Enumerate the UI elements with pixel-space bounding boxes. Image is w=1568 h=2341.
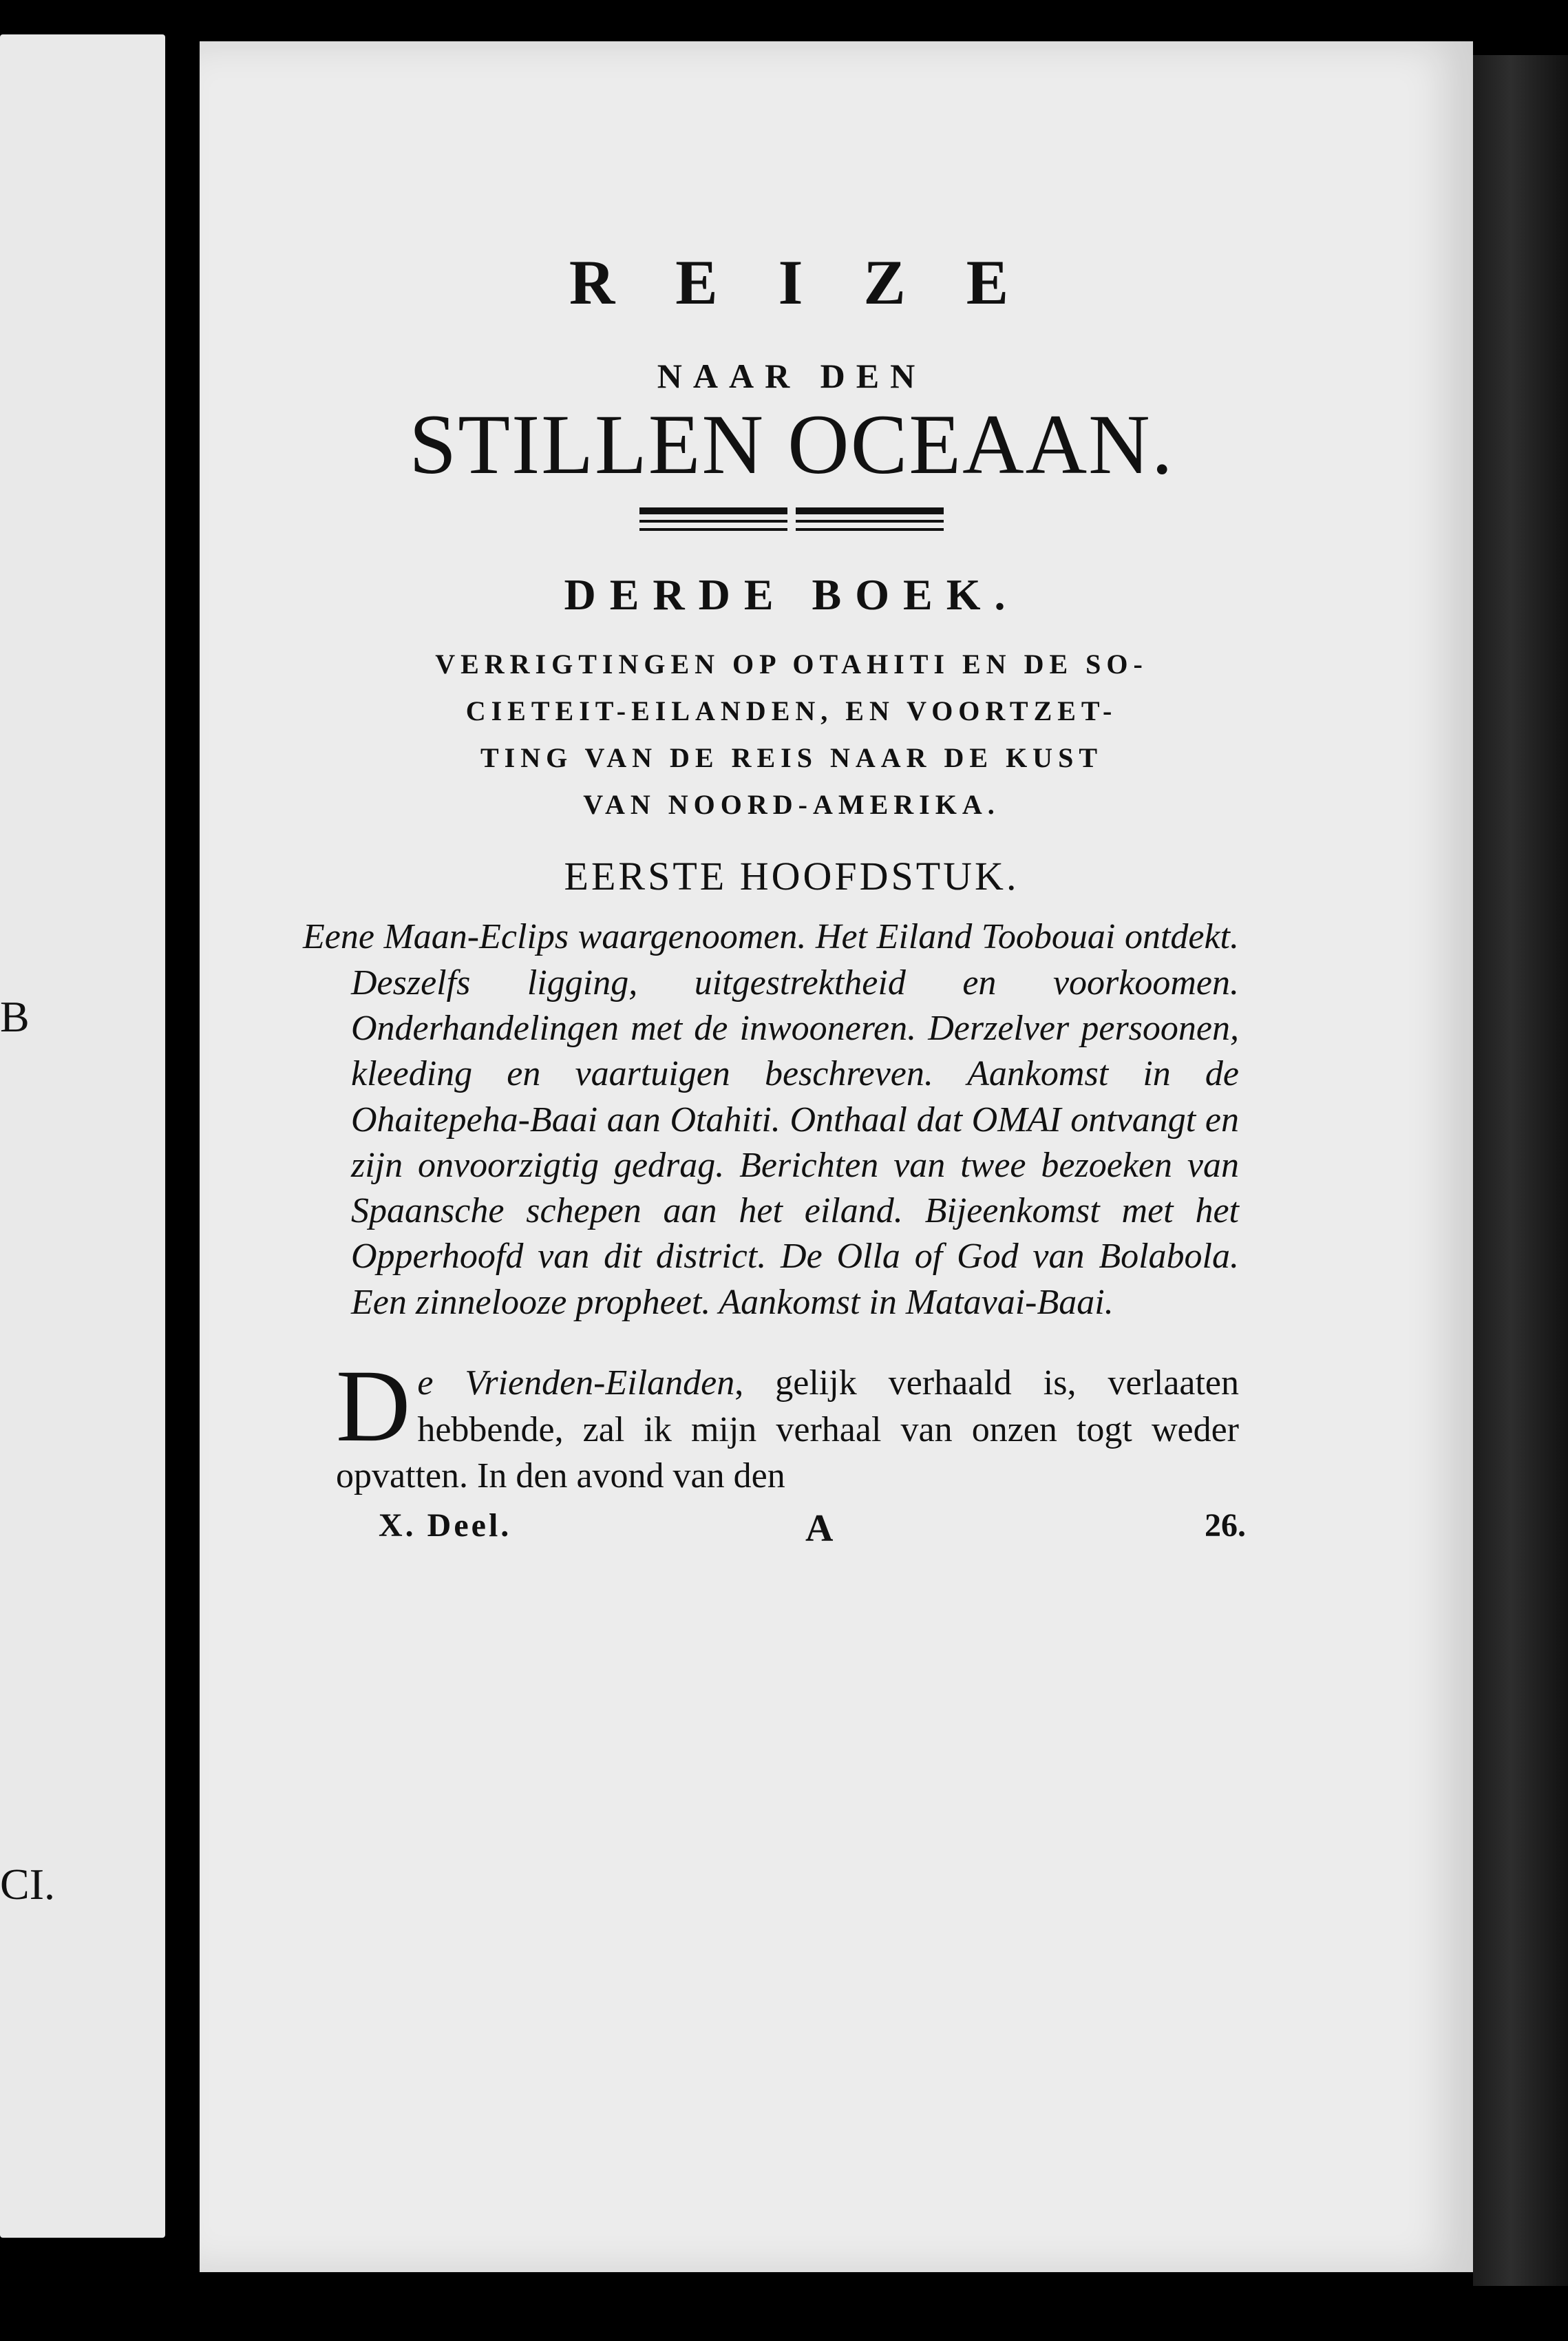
catchword: 26. bbox=[1205, 1507, 1246, 1544]
signature-mark: A bbox=[805, 1507, 834, 1550]
chapter-title: EERSTE HOOFDSTUK. bbox=[564, 854, 1019, 899]
book-gutter bbox=[165, 0, 196, 2341]
left-page-mark: B bbox=[0, 992, 30, 1041]
book-title: DERDE BOEK. bbox=[564, 570, 1019, 620]
rule-segment bbox=[639, 507, 787, 531]
left-facing-page bbox=[0, 34, 165, 2238]
book-subtitle: VERRIGTINGEN OP OTAHITI EN DE SO- CIETEIT-EILANDEN, EN VOORTZET- TING VAN DE REIS NAAR DE KUST VAN NOORD-AMERIKA. bbox=[435, 649, 1148, 821]
ornamental-rule bbox=[344, 507, 1239, 531]
drop-cap: D bbox=[336, 1349, 411, 1464]
title-naar-den: NAAR DEN bbox=[657, 357, 926, 396]
page-footer bbox=[379, 1507, 1246, 1555]
running-title: REIZE bbox=[569, 247, 1070, 317]
body-italic-text: e Vrienden-Eilanden bbox=[417, 1363, 735, 1403]
title-stillen-oceaan: STILLEN OCEAAN. bbox=[409, 397, 1174, 492]
left-page-mark: CI. bbox=[0, 1860, 55, 1909]
body-text: , gelijk verhaald is, verlaaten hebbende, zal ik mijn verhaal van onzen togt weder opvatten. In den avond van den bbox=[336, 1363, 1240, 1496]
page-content bbox=[303, 247, 1246, 1555]
rule-segment bbox=[796, 507, 944, 531]
page-edges bbox=[1473, 55, 1568, 2286]
volume-mark: X. Deel. bbox=[379, 1507, 512, 1544]
chapter-summary: Eene Maan-Eclips waargenoomen. Het Eiland Toobouai ontdekt. Deszelfs ligging, uitgestrektheid en voorkoomen. Onderhandelingen met de inwooneren. Derzelver persoonen, kleeding en vaartuigen beschreven. Aankomst in de Ohaitepeha-Baai aan Otahiti. Onthaal dat OMAI ontvangt en zijn onvoorzigtig gedrag. Berichten van twee bezoeken van Spaansche schepen aan het eiland. Bijeenkomst met het Opperhoofd van dit district. De Olla of God van Bolabola. Een zinnelooze propheet. Aankomst in Matavai-Baai. bbox=[303, 917, 1239, 1322]
body-paragraph bbox=[336, 1349, 1240, 1500]
